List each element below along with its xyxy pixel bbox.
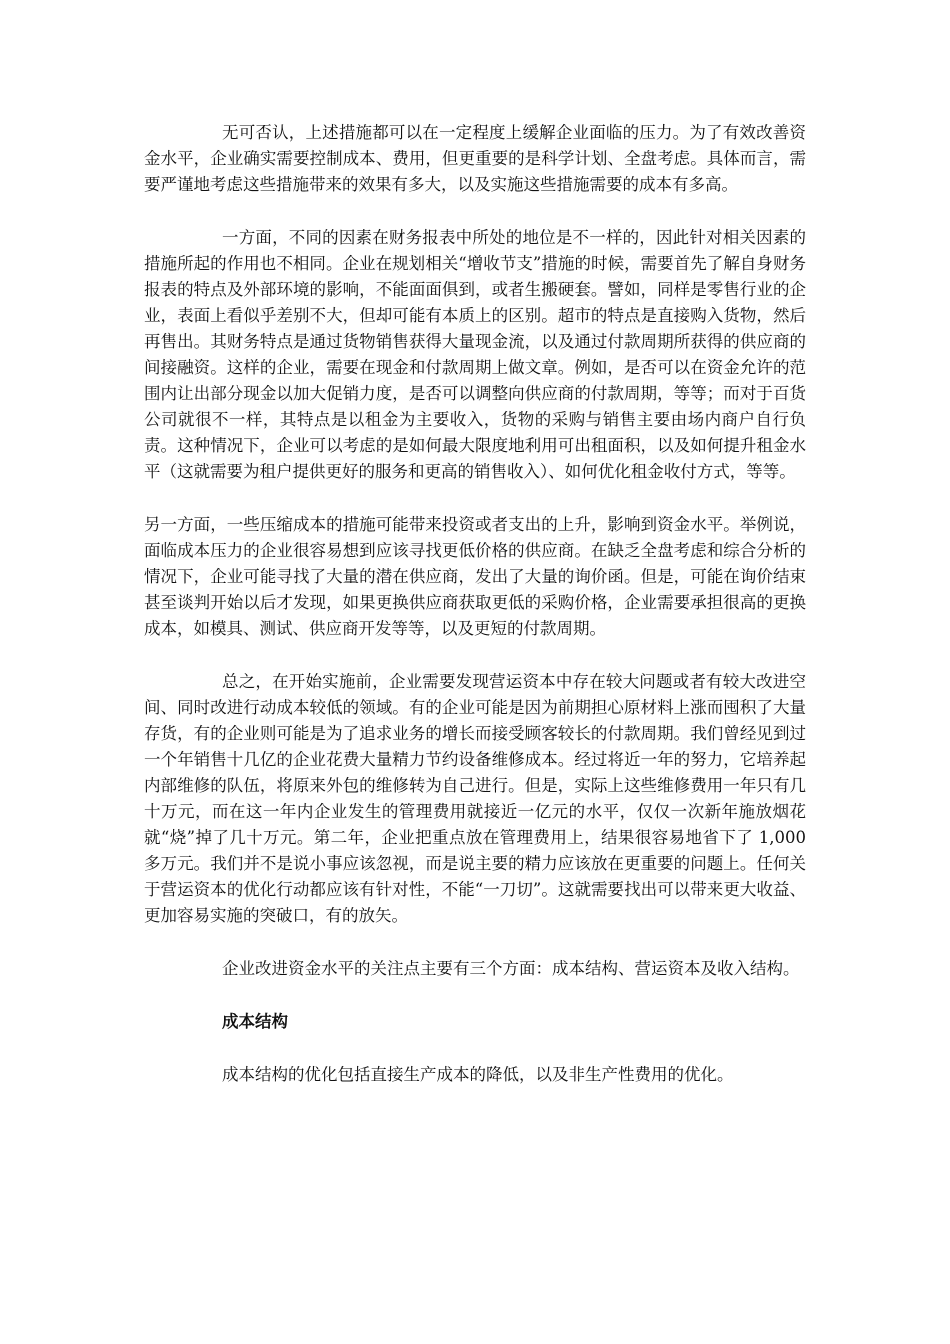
paragraph-3: 另一方面，一些压缩成本的措施可能带来投资或者支出的上升，影响到资金水平。举例说，面临成本压力的企业很容易想到应该寻找更低价格的供应商。在缺乏全盘考虑和综合分析的情况下，企业可能寻找了大量的潜在供应商，发出了大量的询价函。但是，可能在询价结束甚至谈判开始以后才发现，如果更换供应商获取更低的采购价格，企业需要承担很高的更换成本，如模具、测试、供应商开发等等，以及更短的付款周期。 [144,515,806,638]
document-page [144,120,806,1088]
paragraph-2: 一方面，不同的因素在财务报表中所处的地位是不一样的，因此针对相关因素的措施所起的作用也不相同。企业在规划相关“增收节支”措施的时候，需要首先了解自身财务报表的特点及外部环境的影响，不能面面俱到，或者生搬硬套。譬如，同样是零售行业的企业，表面上看似乎差别不大，但却可能有本质上的区别。超市的特点是直接购入货物，然后再售出。其财务特点是通过货物销售获得大量现金流，以及通过付款周期所获得的供应商的间接融资。这样的企业，需要在现金和付款周期上做文章。例如，是否可以在资金允许的范围内让出部分现金以加大促销力度，是否可以调整向供应商的付款周期，等等；而对于百货公司就很不一样，其特点是以租金为主要收入，货物的采购与销售主要由场内商户自行负责。这种情况下，企业可以考虑的是如何最大限度地利用可出租面积，以及如何提升租金水平（这就需要为租户提供更好的服务和更高的销售收入）、如何优化租金收付方式，等等。 [144,228,806,481]
section-heading: 成本结构 [222,1012,288,1031]
paragraph-5: 企业改进资金水平的关注点主要有三个方面：成本结构、营运资本及收入结构。 [222,959,800,978]
paragraph-1: 无可否认，上述措施都可以在一定程度上缓解企业面临的压力。为了有效改善资金水平，企业确实需要控制成本、费用，但更重要的是科学计划、全盘考虑。具体而言，需要严谨地考虑这些措施带来的效果有多大，以及实施这些措施需要的成本有多高。 [144,123,806,194]
paragraph-4: 总之，在开始实施前，企业需要发现营运资本中存在较大问题或者有较大改进空间、同时改进行动成本较低的领域。有的企业可能是因为前期担心原材料上涨而囤积了大量存货，有的企业则可能是为了追求业务的增长而接受顾客较长的付款周期。我们曾经见到过一个年销售十几亿的企业花费大量精力节约设备维修成本。经过将近一年的努力，它培养起内部维修的队伍，将原来外包的维修转为自己进行。但是，实际上这些维修费用一年只有几十万元，而在这一年内企业发生的管理费用就接近一亿元的水平，仅仅一次新年施放烟花就“烧”掉了几十万元。第二年，企业把重点放在管理费用上，结果很容易地省下了 1,000 多万元。我们并不是说小事应该忽视，而是说主要的精力应该放在更重要的问题上。任何关于营运资本的优化行动都应该有针对性，不能“一刀切”。这就需要找出可以带来更大收益、更加容易实施的突破口，有的放矢。 [144,672,806,925]
paragraph-6: 成本结构的优化包括直接生产成本的降低，以及非生产性费用的优化。 [222,1065,734,1084]
